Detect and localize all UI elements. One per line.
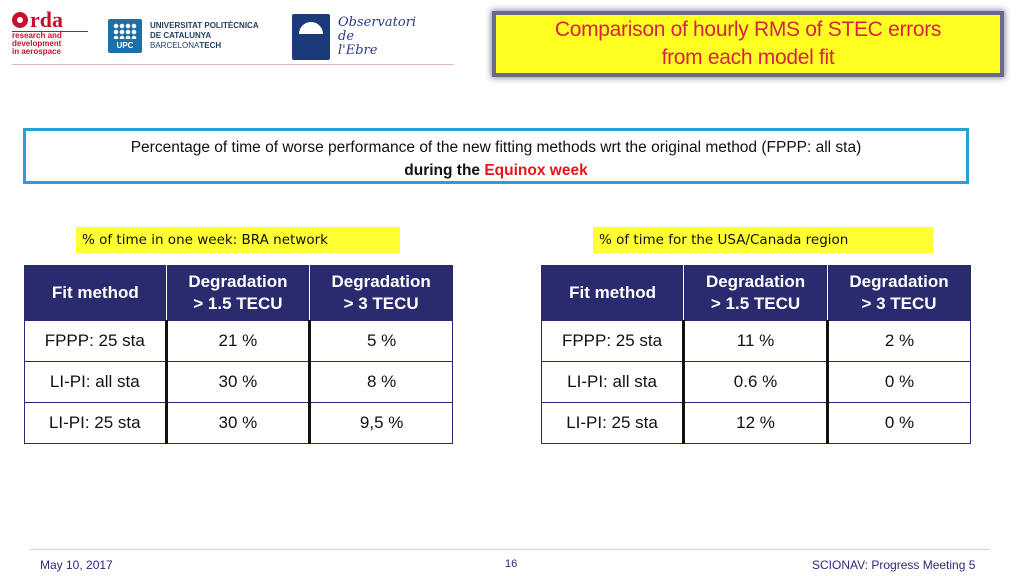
obs-logo-line-2: de	[338, 29, 355, 44]
col-header-line-1: Degradation	[705, 272, 806, 291]
upc-logo-line-3-light: BARCELONA	[150, 41, 200, 50]
slide-title-line-1: Comparison of hourly RMS of STEC errors	[554, 18, 942, 41]
col-header-line-2: > 3 TECU	[861, 294, 937, 313]
slide-title-line-2: from each model fit	[661, 46, 835, 69]
cell-degradation-3: 5 %	[310, 321, 453, 362]
cell-fit-method: LI-PI: all sta	[542, 362, 684, 403]
observatori-ebre-logo	[292, 10, 432, 64]
table-row	[25, 362, 453, 403]
col-header-degradation-3	[828, 266, 971, 321]
description-box	[23, 128, 969, 184]
col-header-line-1: Degradation	[188, 272, 288, 291]
upc-logo-line-2: DE CATALUNYA	[150, 31, 212, 40]
table-row	[542, 362, 971, 403]
description-line-1: Percentage of time of worse performance of the new fitting methods wrt the original method (FPPP: all sta)	[130, 139, 862, 156]
cell-degradation-3: 8 %	[310, 362, 453, 403]
table-row	[542, 321, 971, 362]
cell-fit-method: LI-PI: 25 sta	[542, 403, 684, 444]
cell-degradation-3: 0 %	[828, 362, 971, 403]
cell-degradation-1-5: 12 %	[684, 403, 828, 444]
right-table-caption: % of time for the USA/Canada region	[593, 227, 933, 253]
slide-title	[496, 15, 1000, 73]
cell-degradation-1-5: 30 %	[166, 403, 310, 444]
cell-degradation-1-5: 0.6 %	[684, 362, 828, 403]
col-header-degradation-1-5	[166, 266, 310, 321]
col-header-fit-method: Fit method	[542, 266, 684, 321]
cell-degradation-3: 9,5 %	[310, 403, 453, 444]
upc-logo-text	[150, 21, 259, 51]
cell-fit-method: LI-PI: all sta	[25, 362, 167, 403]
rda-logo-line-1: research and	[12, 31, 62, 40]
upc-logo	[108, 15, 278, 57]
upc-logo-mark	[108, 19, 142, 53]
cell-degradation-3: 2 %	[828, 321, 971, 362]
cell-fit-method: FPPP: 25 sta	[25, 321, 167, 362]
observatori-logo-text	[338, 16, 416, 58]
col-header-degradation-1-5	[684, 266, 828, 321]
col-header-line-1: Degradation	[331, 272, 431, 291]
cell-degradation-3: 0 %	[828, 403, 971, 444]
upc-logo-abbrev: UPC	[116, 41, 134, 50]
footer-event: SCIONAV: Progress Meeting 5	[812, 558, 976, 572]
description-highlight: Equinox week	[484, 162, 588, 179]
col-header-fit-method: Fit method	[25, 266, 167, 321]
footer-divider	[30, 549, 990, 550]
table-header-row	[542, 266, 971, 321]
cell-degradation-1-5: 21 %	[166, 321, 310, 362]
rda-logo-line-3: in aerospace	[12, 47, 61, 56]
rda-logo-line-2: development	[12, 39, 62, 48]
rda-logo-mark	[12, 7, 88, 32]
description-line-2	[26, 159, 966, 182]
left-table-caption: % of time in one week: BRA network	[76, 227, 400, 253]
col-header-line-1: Degradation	[849, 272, 949, 291]
header-divider	[12, 64, 454, 65]
rda-circle-icon	[12, 12, 28, 28]
cell-fit-method: FPPP: 25 sta	[542, 321, 684, 362]
observatory-dome-icon	[292, 14, 330, 60]
upc-logo-line-3	[150, 41, 259, 51]
usa-canada-table	[541, 265, 971, 444]
cell-degradation-1-5: 11 %	[684, 321, 828, 362]
upc-dots-icon	[113, 23, 137, 39]
obs-logo-line-3: l'Ebre	[338, 43, 378, 58]
description-bold: during the	[404, 162, 485, 179]
col-header-line-2: > 3 TECU	[343, 294, 419, 313]
cell-fit-method: LI-PI: 25 sta	[25, 403, 167, 444]
table-header-row	[25, 266, 453, 321]
col-header-line-2: > 1.5 TECU	[710, 294, 801, 313]
table-row	[542, 403, 971, 444]
page-number: 16	[505, 558, 518, 570]
bra-network-table	[24, 265, 453, 444]
footer-date: May 10, 2017	[40, 558, 113, 572]
cell-degradation-1-5: 30 %	[166, 362, 310, 403]
rda-logo-text: rda	[30, 7, 63, 32]
upc-logo-line-3-bold: TECH	[199, 41, 222, 50]
upc-logo-line-1: UNIVERSITAT POLITÈCNICA	[150, 21, 259, 30]
obs-logo-line-1: Observatori	[338, 15, 417, 30]
col-header-line-2: > 1.5 TECU	[193, 294, 283, 313]
table-row	[25, 403, 453, 444]
col-header-degradation-3	[310, 266, 453, 321]
table-row	[25, 321, 453, 362]
rda-logo	[12, 7, 88, 60]
